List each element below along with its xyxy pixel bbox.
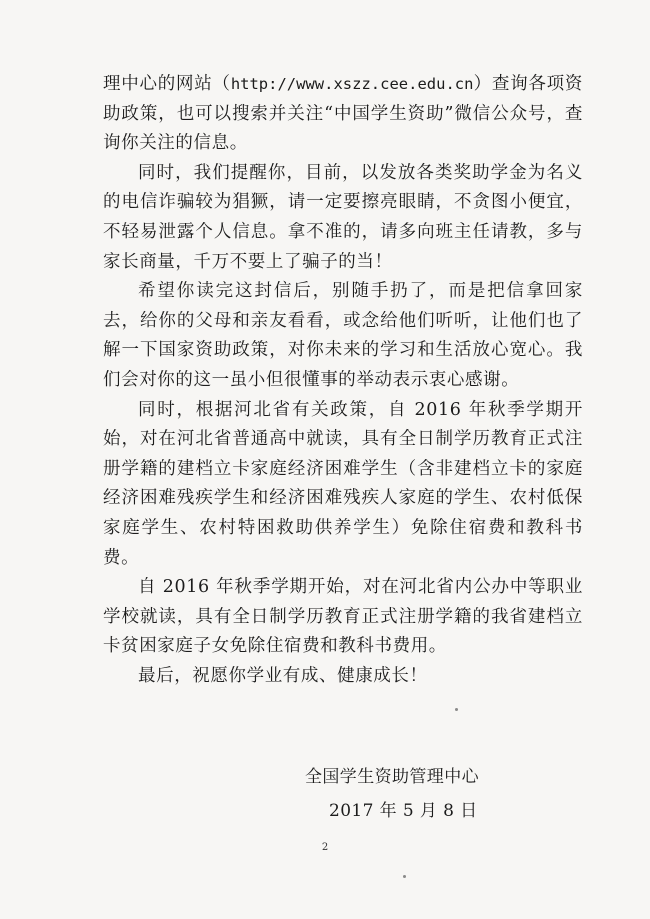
paragraph-high-school-policy: 同时，根据河北省有关政策，自 2016 年秋季学期开始，对在河北省普通高中就读，具有全日制学历教育正式注册学籍的建档立卡家庭经济困难学生（含非建档立卡的家庭经济困难残疾学生和经济困难残疾人家庭的学生、农村低保家庭学生、农村特困救助供养学生）免除住宿费和教科书费。 [103, 399, 583, 568]
signature-date: 2017 年 5 月 8 日 [329, 801, 478, 821]
paragraph-website-tail: ）查询各项资助政策，也可以搜索并关注“中国学生资助”微信公众号，查询你关注的信息。 [103, 74, 583, 154]
scan-speck [455, 708, 458, 711]
page-number: 2 [321, 842, 329, 853]
paragraph-share-letter: 希望你读完这封信后，别随手扔了，而是把信拿回家去，给你的父母和亲友看看，或念给他们听听，让他们也了解一下国家资助政策，对你未来的学习和生活放心宽心。我们会对你的这一虽小但很懂事的举动表示衷心感谢。 [103, 281, 583, 390]
scan-speck [403, 875, 406, 878]
paragraph-website-lead: 理中心的网站（ [103, 74, 231, 94]
signature-block [305, 760, 525, 828]
paragraph-fraud-warning: 同时，我们提醒你，目前，以发放各类奖助学金为名义的电信诈骗较为猖獗，请一定要擦亮眼睛，不贪图小便宜，不轻易泄露个人信息。拿不准的，请多向班主任请教，多与家长商量，千万不要上了骗子的当！ [103, 162, 583, 272]
paragraph-website [103, 70, 583, 159]
paragraph-closing: 最后，祝愿你学业有成、健康成长！ [138, 665, 428, 686]
paragraph-vocational-policy: 自 2016 年秋季学期开始，对在河北省内公办中等职业学校就读，具有全日制学历教育正式注册学籍的我省建档立卡贫困家庭子女免除住宿费和教科书费用。 [103, 577, 583, 657]
website-url[interactable]: http://www.xszz.cee.edu.cn [230, 75, 474, 93]
signature-organization: 全国学生资助管理中心 [305, 767, 479, 787]
letter-body [103, 70, 583, 691]
